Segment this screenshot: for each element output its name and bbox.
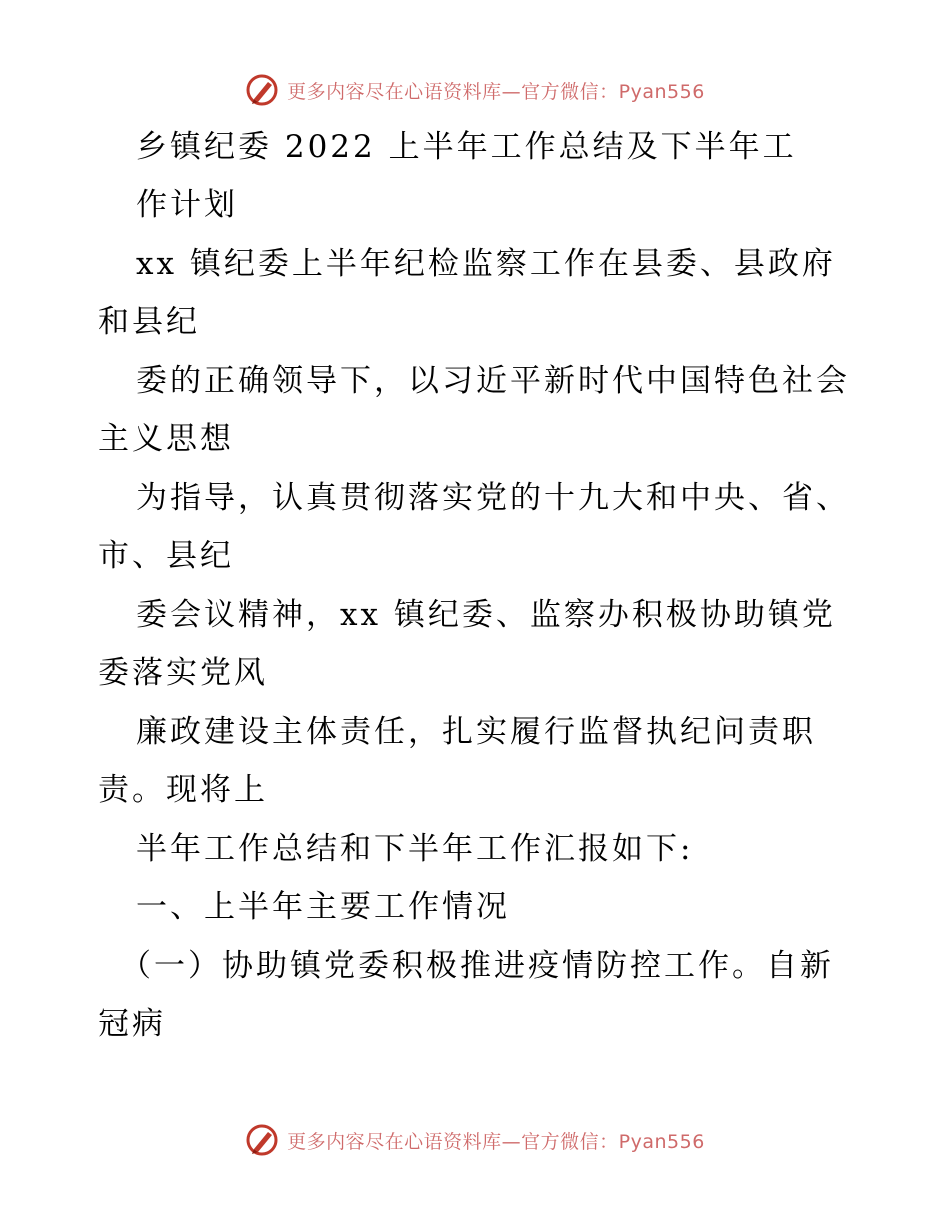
pen-logo-icon [245, 73, 279, 107]
header-watermark [0, 70, 950, 110]
pen-logo-icon [245, 1123, 279, 1157]
paragraph-line: 市、县纪 [98, 538, 234, 574]
paragraph-line: 为指导，认真贯彻落实党的十九大和中央、省、 [136, 480, 850, 516]
paragraph-line: 委会议精神，xx 镇纪委、监察办积极协助镇党 [136, 597, 836, 633]
subsection-heading: （一）协助镇党委积极推进疫情防控工作。自新 [120, 948, 834, 984]
paragraph-line: 廉政建设主体责任，扎实履行监督执纪问责职 [136, 714, 816, 750]
footer-watermark [0, 1120, 950, 1160]
paragraph-line: 冠病 [98, 1006, 166, 1042]
watermark-text: 更多内容尽在心语资料库—官方微信：Pyan556 [287, 80, 705, 103]
watermark-text: 更多内容尽在心语资料库—官方微信：Pyan556 [287, 1130, 705, 1153]
paragraph-line: 半年工作总结和下半年工作汇报如下: [136, 831, 694, 867]
paragraph-line: 委的正确领导下，以习近平新时代中国特色社会 [136, 363, 850, 399]
document-title-line-1: 乡镇纪委 2022 上半年工作总结及下半年工 [136, 129, 797, 165]
paragraph-line: 委落实党风 [98, 655, 268, 691]
section-heading: 一、上半年主要工作情况 [136, 889, 510, 925]
document-title-line-2: 作计划 [136, 187, 238, 223]
paragraph-line: 责。现将上 [98, 772, 268, 808]
paragraph-line: xx 镇纪委上半年纪检监察工作在县委、县政府 [136, 246, 836, 282]
paragraph-line: 和县纪 [98, 304, 200, 340]
paragraph-line: 主义思想 [98, 421, 234, 457]
